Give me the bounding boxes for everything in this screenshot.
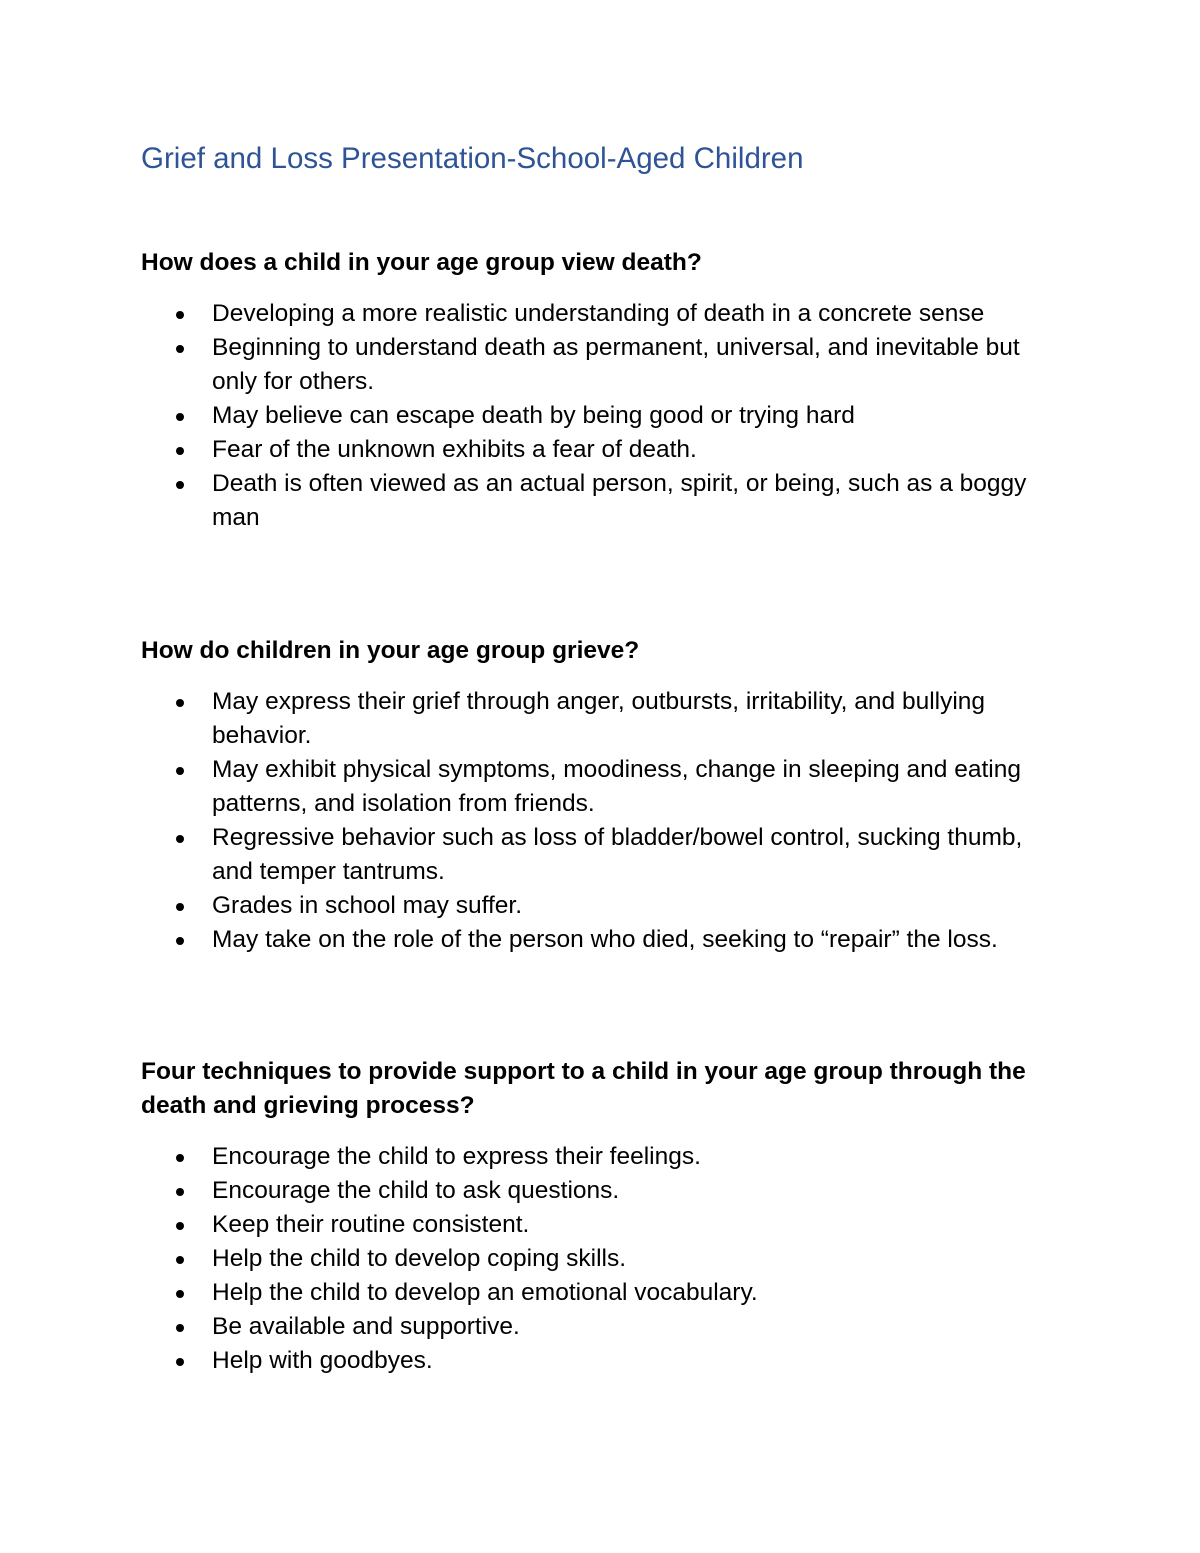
section-heading: How do children in your age group grieve? — [141, 637, 640, 664]
bullet-icon — [176, 481, 184, 489]
list-item-text: May believe can escape death by being good or trying hard — [212, 402, 855, 429]
list-item-text: Help the child to develop coping skills. — [212, 1245, 627, 1272]
section-heading: How does a child in your age group view death? — [141, 249, 702, 276]
list-item — [141, 297, 1052, 331]
bullet-list — [141, 297, 1081, 535]
list-item-text: Help with goodbyes. — [212, 1347, 433, 1374]
list-item-text: Grades in school may suffer. — [212, 892, 523, 919]
list-item-text: Keep their routine consistent. — [212, 1211, 530, 1238]
list-item-text: Fear of the unknown exhibits a fear of death. — [212, 436, 697, 463]
list-item — [141, 331, 1052, 399]
bullet-list — [141, 685, 1081, 957]
bullet-icon — [176, 447, 184, 455]
list-item — [141, 1242, 1052, 1276]
bullet-icon — [176, 1188, 184, 1196]
section-how-grieve — [141, 634, 1081, 957]
bullet-list — [141, 1140, 1081, 1378]
bullet-icon — [176, 1290, 184, 1298]
list-item-text: Encourage the child to ask questions. — [212, 1177, 620, 1204]
list-item-text: Encourage the child to express their feelings. — [212, 1143, 701, 1170]
page-title: Grief and Loss Presentation-School-Aged Children — [141, 142, 804, 175]
section-view-death — [141, 246, 1081, 535]
list-item — [141, 1310, 1052, 1344]
section-heading: Four techniques to provide support to a child in your age group through the death and grieving process? — [141, 1058, 1026, 1119]
list-item-text: Beginning to understand death as permanent, universal, and inevitable but only for others. — [212, 334, 1020, 395]
list-item — [141, 821, 1052, 889]
bullet-icon — [176, 1324, 184, 1332]
list-item — [141, 1276, 1052, 1310]
bullet-icon — [176, 937, 184, 945]
list-item — [141, 1344, 1052, 1378]
list-item-text: May express their grief through anger, outbursts, irritability, and bullying behavior. — [212, 688, 986, 749]
list-item — [141, 467, 1052, 535]
list-item — [141, 1208, 1052, 1242]
list-item — [141, 753, 1052, 821]
bullet-icon — [176, 413, 184, 421]
bullet-icon — [176, 345, 184, 353]
list-item-text: Death is often viewed as an actual person, spirit, or being, such as a boggy man — [212, 470, 1027, 531]
list-item-text: Be available and supportive. — [212, 1313, 520, 1340]
list-item-text: Help the child to develop an emotional vocabulary. — [212, 1279, 758, 1306]
bullet-icon — [176, 1256, 184, 1264]
bullet-icon — [176, 835, 184, 843]
list-item — [141, 889, 1052, 923]
list-item-text: May take on the role of the person who died, seeking to “repair” the loss. — [212, 926, 998, 953]
bullet-icon — [176, 311, 184, 319]
list-item — [141, 433, 1052, 467]
bullet-icon — [176, 1222, 184, 1230]
list-item-text: May exhibit physical symptoms, moodiness, change in sleeping and eating patterns, and isolation from friends. — [212, 756, 1021, 817]
bullet-icon — [176, 1358, 184, 1366]
list-item — [141, 399, 1052, 433]
section-support-techniques — [141, 1055, 1081, 1378]
bullet-icon — [176, 1154, 184, 1162]
bullet-icon — [176, 699, 184, 707]
list-item-text: Developing a more realistic understanding of death in a concrete sense — [212, 300, 985, 327]
list-item — [141, 923, 1052, 957]
bullet-icon — [176, 767, 184, 775]
bullet-icon — [176, 903, 184, 911]
list-item-text: Regressive behavior such as loss of bladder/bowel control, sucking thumb, and temper tantrums. — [212, 824, 1023, 885]
list-item — [141, 1174, 1052, 1208]
list-item — [141, 1140, 1052, 1174]
list-item — [141, 685, 1052, 753]
